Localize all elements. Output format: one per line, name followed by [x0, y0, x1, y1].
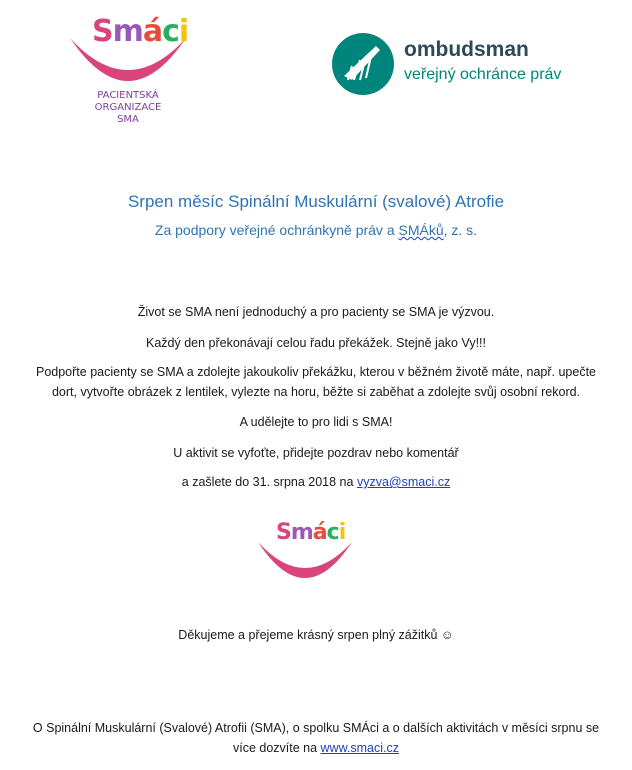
- smaci-tagline-1: PACIENTSKÁ: [97, 90, 159, 101]
- ombudsman-emblem-icon: [330, 32, 396, 96]
- letter-a: á: [142, 14, 163, 49]
- footer-line-1: O Spinální Muskulární (Svalové) Atrofii (SMA), o spolku SMÁci a o dalších aktivitách v měsíci srpnu se: [32, 721, 600, 735]
- smaci-logo-top: [58, 6, 198, 138]
- ombudsman-tagline: veřejný ochránce práv: [404, 66, 562, 83]
- ombudsman-name: ombudsman: [404, 38, 529, 61]
- letter-c: c: [162, 14, 179, 49]
- smaci-tagline-2: ORGANIZACE: [94, 102, 162, 113]
- subtitle-marked-word: SMÁků: [398, 222, 444, 238]
- thanks-line: Děkujeme a přejeme krásný srpen plný zážitků ☺: [178, 628, 454, 642]
- letter-m: m: [290, 520, 313, 545]
- paragraph-5: U aktivit se vyfoťte, přidejte pozdrav nebo komentář: [173, 446, 459, 460]
- letter-m: m: [112, 14, 143, 49]
- smaci-logo-middle: [250, 516, 360, 586]
- smaci-tagline-3: SMA: [117, 114, 139, 125]
- page-subtitle: [0, 222, 632, 238]
- paragraph-6-text: a zašlete do 31. srpna 2018 na: [181, 475, 357, 489]
- footer-line-2: [0, 740, 632, 756]
- footer: [0, 720, 632, 756]
- letter-i: i: [338, 520, 346, 545]
- email-link[interactable]: vyzva@smaci.cz: [356, 475, 451, 489]
- letter-s: S: [92, 14, 113, 49]
- letter-s: S: [276, 520, 291, 545]
- paragraph-4: A udělejte to pro lidi s SMA!: [239, 415, 393, 429]
- paragraph-1: Život se SMA není jednoduchý a pro pacienty se SMA je výzvou.: [137, 305, 495, 319]
- paragraph-3-line-1: Podpořte pacienty se SMA a zdolejte jakoukoliv překážku, kterou v běžném životě máte, např. upečte: [35, 365, 597, 379]
- letter-c: c: [326, 520, 339, 545]
- subtitle-text: Za podpory veřejné ochránkyně práv a: [154, 222, 399, 238]
- paragraph-2: Každý den překonávají celou řadu překážek. Stejně jako Vy!!!: [145, 336, 486, 350]
- ombudsman-logo: [330, 32, 580, 96]
- paragraph-6: [0, 474, 632, 490]
- paragraph-3-line-2: dort, vytvořte obrázek z lentilek, vylezte na horu, běžte si zaběhat a zdolejte svůj osobní rekord.: [51, 385, 581, 399]
- smaci-wordmark: [276, 520, 345, 545]
- page-title: Srpen měsíc Spinální Muskulární (svalové) Atrofie: [127, 192, 505, 211]
- subtitle-suffix: , z. s.: [443, 222, 478, 238]
- letter-i: i: [178, 14, 189, 49]
- paragraph-3: [0, 364, 632, 400]
- letter-a: á: [312, 520, 327, 545]
- smaci-wordmark: [92, 14, 188, 49]
- website-link[interactable]: www.smaci.cz: [320, 741, 400, 755]
- footer-line-2-text: více dozvíte na: [232, 741, 321, 755]
